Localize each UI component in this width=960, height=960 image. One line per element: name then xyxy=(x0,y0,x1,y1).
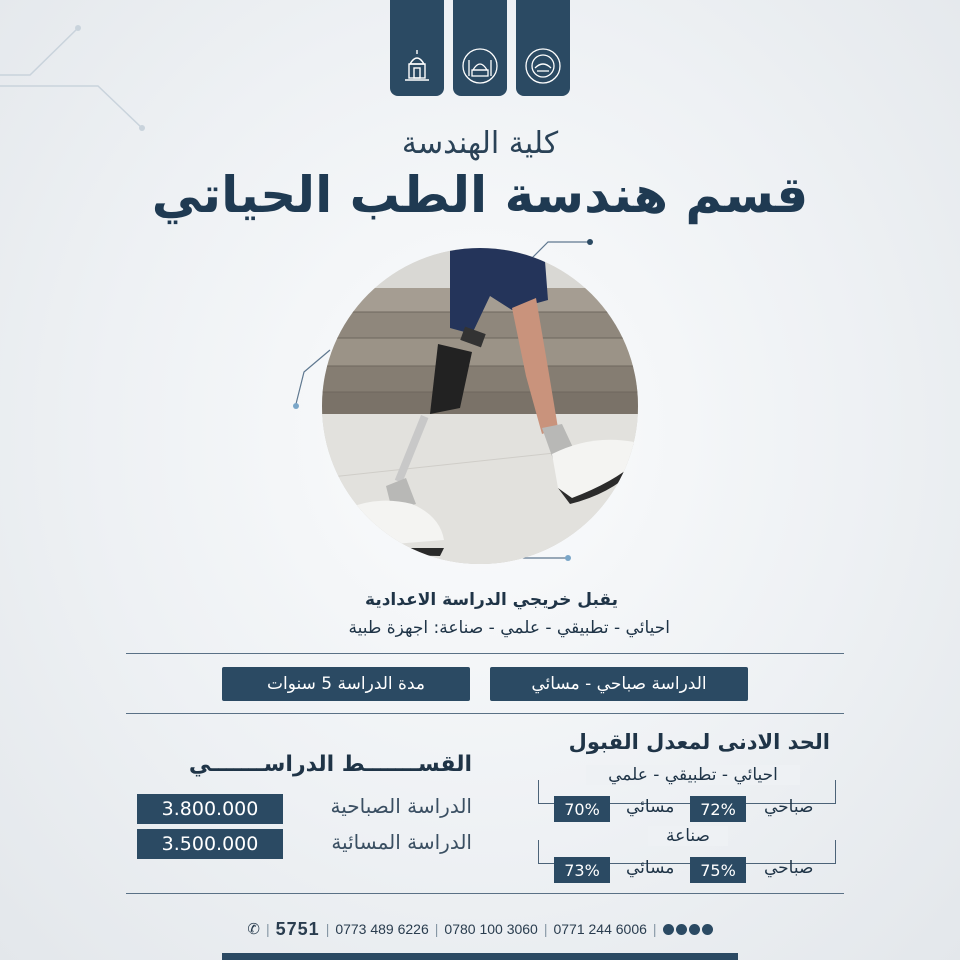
prosthetic-leg-photo xyxy=(322,248,638,564)
minaret-logo-icon xyxy=(397,46,437,86)
evening-fee-value: 3.500.000 xyxy=(137,829,283,859)
university-seal-icon xyxy=(523,46,563,86)
phone-icon: ✆ xyxy=(247,921,260,938)
admission-title: يقبل خريجي الدراسة الاعدادية xyxy=(365,590,618,610)
morning-label-industry: صباحي xyxy=(764,858,814,878)
contact-footer: ✆ | 5751 | 0773 489 6226 | 0780 100 3060 | 0771 244 6006 | xyxy=(220,918,740,940)
photo-illustration xyxy=(322,248,638,564)
morning-fee-label: الدراسة الصباحية xyxy=(330,794,472,818)
department-title: قسم هندسة الطب الحياتي xyxy=(151,166,809,224)
facebook-icon[interactable] xyxy=(663,924,674,935)
short-code: 5751 xyxy=(275,918,320,939)
phone-number-3[interactable]: 0771 244 6006 xyxy=(553,921,647,937)
divider-bottom xyxy=(126,893,844,894)
evening-rate-general: 70% xyxy=(554,796,610,822)
morning-rate-industry: 75% xyxy=(690,857,746,883)
duration-pill: مدة الدراسة 5 سنوات xyxy=(222,667,470,701)
admission-branches: احيائي - تطبيقي - علمي - صناعة: اجهزة طبية xyxy=(348,618,670,638)
evening-fee-label: الدراسة المسائية xyxy=(331,830,472,854)
social-icons xyxy=(663,924,713,935)
instagram-icon[interactable] xyxy=(676,924,687,935)
logo-shrine xyxy=(453,0,507,96)
min-rate-title: الحد الادنى لمعدل القبول xyxy=(568,730,830,754)
tuition-title: القســـــــط الدراســـــــي xyxy=(188,752,472,777)
evening-label-industry: مسائي xyxy=(626,858,675,878)
divider-top xyxy=(126,653,844,654)
youtube-icon[interactable] xyxy=(689,924,700,935)
evening-rate-industry: 73% xyxy=(554,857,610,883)
telegram-icon[interactable] xyxy=(702,924,713,935)
college-title: كلية الهندسة xyxy=(401,126,559,161)
evening-label-general: مسائي xyxy=(626,797,675,817)
divider-middle xyxy=(126,713,844,714)
morning-fee-value: 3.800.000 xyxy=(137,794,283,824)
branch-label-industry: صناعة xyxy=(648,826,728,846)
logo-university xyxy=(516,0,570,96)
bottom-accent-bar xyxy=(222,953,738,960)
morning-rate-general: 72% xyxy=(690,796,746,822)
phone-number-1[interactable]: 0773 489 6226 xyxy=(335,921,429,937)
morning-label-general: صباحي xyxy=(764,797,814,817)
phone-number-2[interactable]: 0780 100 3060 xyxy=(444,921,538,937)
study-mode-pill: الدراسة صباحي - مسائي xyxy=(490,667,748,701)
branch-label-general: احيائي - تطبيقي - علمي xyxy=(586,765,800,785)
logo-minaret xyxy=(390,0,444,96)
shrine-logo-icon xyxy=(460,46,500,86)
